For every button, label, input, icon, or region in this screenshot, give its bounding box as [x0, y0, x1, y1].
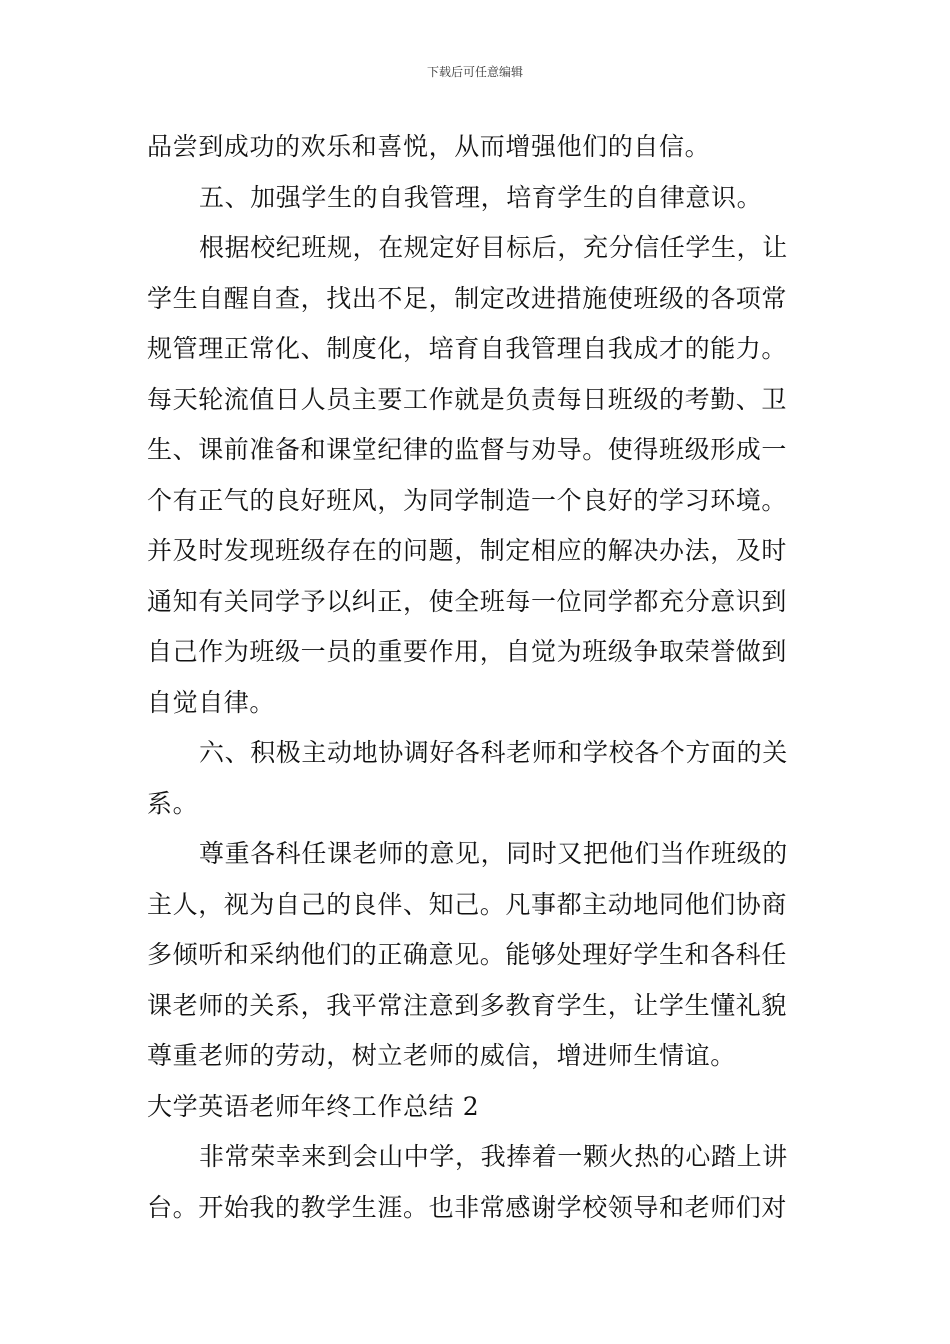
- text-line: 尊重各科任课老师的意见，同时又把他们当作班级的: [199, 839, 788, 868]
- text-line: 个有正气的良好班风，为同学制造一个良好的学习环境。: [147, 485, 788, 515]
- text-line: 生、课前准备和课堂纪律的监督与劝导。使得班级形成一: [147, 435, 788, 464]
- section-heading-six: 六、积极主动地协调好各科老师和学校各个方面的关: [199, 738, 788, 767]
- text-line: 多倾听和采纳他们的正确意见。能够处理好学生和各科任: [147, 940, 788, 969]
- text-line: 自己作为班级一员的重要作用，自觉为班级争取荣誉做到: [147, 637, 788, 666]
- text-line: 每天轮流值日人员主要工作就是负责每日班级的考勤、卫: [147, 384, 788, 414]
- text-line: 学生自醒自查，找出不足，制定改进措施使班级的各项常: [147, 283, 788, 313]
- text-line: 系。: [147, 788, 199, 818]
- text-line: 根据校纪班规，在规定好目标后，充分信任学生，让: [199, 233, 788, 262]
- section-heading-five: 五、加强学生的自我管理，培育学生的自律意识。: [199, 182, 763, 212]
- article-title: 大学英语老师年终工作总结 2: [147, 1091, 480, 1121]
- text-line: 并及时发现班级存在的问题，制定相应的解决办法，及时: [147, 536, 788, 565]
- text-line: 自觉自律。: [147, 687, 276, 717]
- text-line: 非常荣幸来到会山中学，我捧着一颗火热的心踏上讲: [199, 1142, 788, 1171]
- text-line: 规管理正常化、制度化，培育自我管理自我成才的能力。: [147, 334, 788, 363]
- text-line: 品尝到成功的欢乐和喜悦，从而增强他们的自信。: [147, 132, 711, 161]
- page-header: 下载后可任意编辑: [426, 65, 523, 79]
- text-line: 通知有关同学予以纠正，使全班每一位同学都充分意识到: [147, 586, 788, 616]
- text-line: 台。开始我的教学生涯。也非常感谢学校领导和老师们对: [147, 1192, 788, 1222]
- text-line: 主人，视为自己的良伴、知己。凡事都主动地同他们协商: [147, 889, 788, 919]
- text-line: 尊重老师的劳动，树立老师的威信，增进师生情谊。: [147, 1041, 736, 1070]
- document-body: [147, 122, 807, 1233]
- text-line: 课老师的关系，我平常注意到多教育学生，让学生懂礼貌: [147, 990, 788, 1020]
